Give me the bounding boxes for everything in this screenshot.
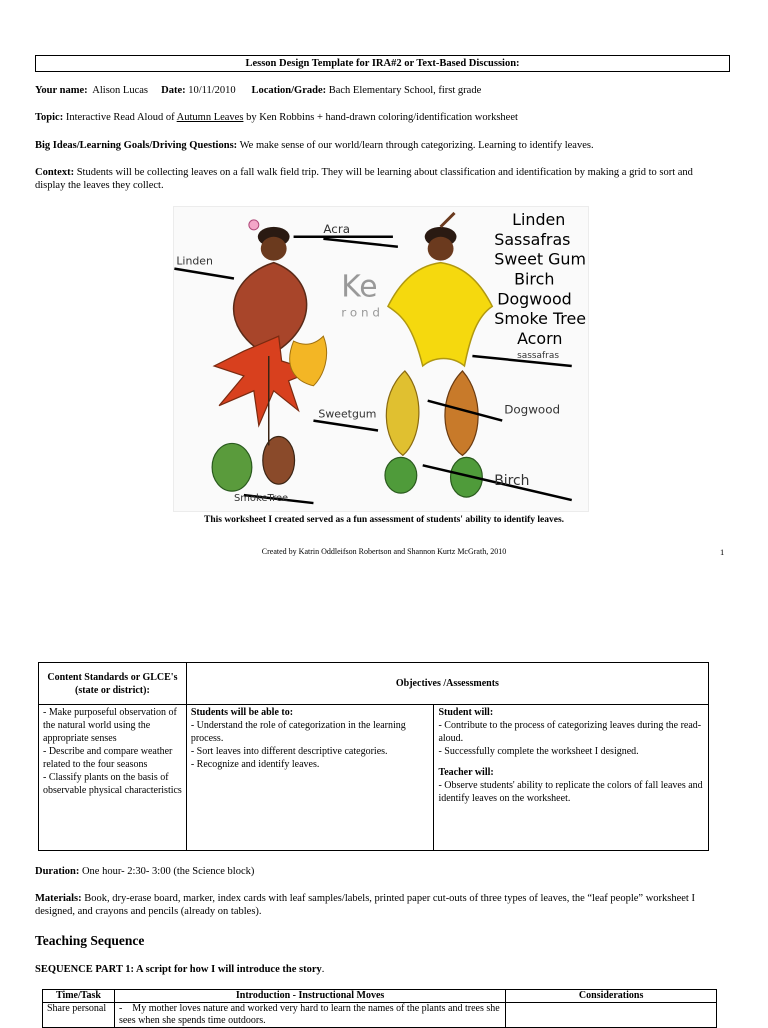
birch-leaf-1 — [385, 457, 417, 493]
word-acorn: Acorn — [517, 329, 563, 349]
label-sweetgum: Sweetgum — [318, 407, 377, 421]
standards-cell — [39, 705, 187, 851]
word-list — [494, 210, 586, 348]
materials-label: Materials: — [35, 893, 82, 904]
bullet-dash: - — [118, 1003, 123, 1014]
word-smoke-tree: Smoke Tree — [494, 309, 587, 329]
label-birch: Birch — [494, 473, 530, 490]
student-will-heading: Student will: — [438, 707, 494, 718]
date-value: 10/11/2010 — [188, 85, 236, 96]
duration-text: One hour- 2:30- 3:00 (the Science block) — [81, 866, 255, 877]
word-birch: Birch — [514, 269, 555, 289]
standards-header: Content Standards or GLCE's (state or district): — [39, 663, 187, 705]
context-paragraph — [35, 166, 725, 192]
word-linden: Linden — [512, 209, 566, 229]
word-sweet-gum: Sweet Gum — [494, 249, 586, 269]
duration-label: Duration: — [35, 866, 80, 877]
footer-credit: Created by Katrin Oddleifson Robertson and Shannon Kurtz McGrath, 2010 — [261, 547, 507, 556]
objective-item: - Recognize and identify leaves. — [190, 759, 320, 770]
label-acra: Acra — [323, 221, 351, 236]
word-dogwood: Dogwood — [497, 289, 572, 309]
teacher-will-item: - Observe students' ability to replicate the colors of fall leaves and identify leaves on the worksheet. — [438, 780, 703, 804]
location-value: Bach Elementary School, first grade — [328, 85, 482, 96]
context-label: Context: — [35, 167, 75, 178]
time-task-cell: Share personal — [43, 1003, 115, 1028]
sequence-part-line — [35, 963, 725, 976]
student-will-item: - Successfully complete the worksheet I designed. — [438, 746, 639, 757]
sassafras-leaf — [388, 263, 492, 366]
template-title: Lesson Design Template for IRA#2 or Text-Based Discussion: — [35, 55, 730, 72]
context-text: Students will be collecting leaves on a fall walk field trip. They will be learning about classification and identification by making a grid to sort and display the leaves they collect. — [35, 167, 693, 191]
objective-item: - Sort leaves into different descriptive categories. — [190, 746, 388, 757]
acorn-right — [428, 237, 454, 261]
big-ideas-text: We make sense of our world/learn through categorizing. Learning to identify leaves. — [239, 140, 594, 151]
objective-item: - Understand the role of categorization in the learning process. — [190, 720, 406, 744]
label-sassafras: sassafras — [517, 351, 559, 362]
sequence-part-tail: . — [321, 964, 325, 975]
standard-item: - Make purposeful observation of the natural world using the appropriate senses — [43, 707, 177, 744]
students-able-cell — [186, 705, 434, 851]
word-sassafras: Sassafras — [494, 229, 571, 249]
topic-label: Topic: — [35, 112, 64, 123]
student-will-item: - Contribute to the process of categorizing leaves during the read-aloud. — [438, 720, 702, 744]
materials-paragraph — [35, 892, 725, 918]
location-label: Location/Grade: — [251, 85, 327, 96]
flower-icon — [249, 220, 259, 230]
standard-item: - Describe and compare weather related to the four seasons — [43, 746, 173, 770]
date-label: Date: — [161, 85, 186, 96]
label-smoketree: SmokeTree — [233, 493, 289, 505]
label-dogwood: Dogwood — [504, 402, 561, 417]
smoketree-leaf-2 — [263, 436, 295, 484]
header-considerations: Considerations — [506, 990, 717, 1003]
instructional-move-text: My mother loves nature and worked very hard to learn the names of the plants and trees she sees when she spends time outdoors. — [118, 1003, 500, 1026]
materials-text: Book, dry-erase board, marker, index cards with leaf samples/labels, printed paper cut-outs of three types of leaves, the “leaf people” worksheet I designed, and crayons and pencils (already on tables). — [35, 893, 695, 917]
info-line — [35, 84, 725, 97]
label-linden: Linden — [176, 254, 213, 268]
sequence-table — [42, 989, 717, 1028]
topic-line — [35, 111, 725, 124]
standard-item: - Classify plants on the basis of observable physical characteristics — [43, 772, 182, 796]
duration-line — [35, 865, 725, 878]
big-ideas-line — [35, 139, 725, 152]
header-time-task: Time/Task — [43, 990, 115, 1003]
teacher-will-heading: Teacher will: — [438, 767, 494, 778]
teaching-sequence-heading: Teaching Sequence — [35, 933, 145, 948]
student-name-small: r o n d — [341, 305, 380, 320]
topic-suffix: by Ken Robbins + hand-drawn coloring/identification worksheet — [246, 112, 518, 123]
student-name-large: Ke — [341, 269, 378, 305]
page-number: 1 — [720, 547, 725, 557]
big-ideas-label: Big Ideas/Learning Goals/Driving Questions: — [35, 140, 238, 151]
dogwood-leaf-1 — [386, 371, 419, 455]
leaf-worksheet-drawing — [173, 206, 589, 512]
name-value: Alison Lucas — [92, 85, 148, 96]
smoketree-leaf-1 — [212, 443, 252, 491]
objectives-header: Objectives /Assessments — [186, 663, 708, 705]
standards-objectives-table — [38, 662, 709, 851]
worksheet-caption: This worksheet I created served as a fun assessment of students' ability to identify leaves. — [203, 515, 565, 525]
sequence-part-label: SEQUENCE PART 1: A script for how I will introduce the story — [35, 964, 322, 975]
topic-prefix: Interactive Read Aloud of — [65, 112, 175, 123]
students-able-heading: Students will be able to: — [190, 707, 294, 718]
header-instructional-moves: Introduction - Instructional Moves — [114, 990, 505, 1003]
assessment-cell — [434, 705, 709, 851]
name-label: Your name: — [35, 85, 88, 96]
acorn-left — [261, 237, 287, 261]
book-title: Autumn Leaves — [176, 112, 244, 123]
